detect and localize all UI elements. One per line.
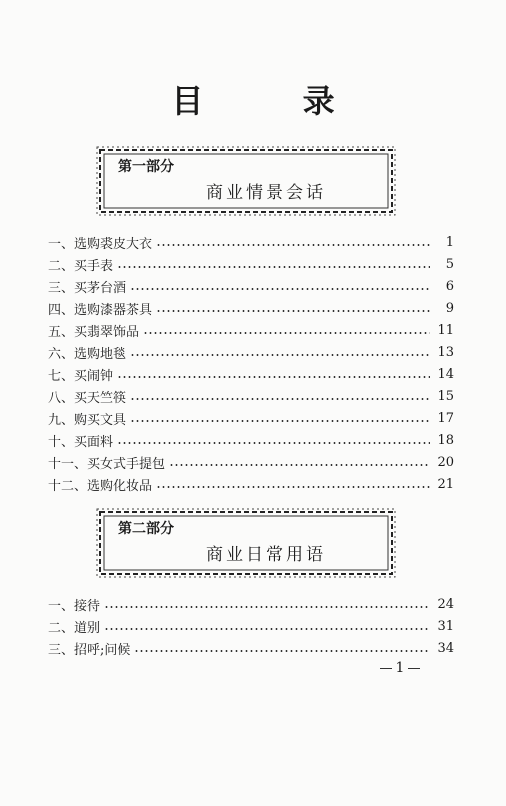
part-2-header	[94, 506, 398, 580]
part-1-label: 第一部分	[118, 159, 174, 175]
toc-item-title: 五、买翡翠饰品	[48, 324, 140, 340]
toc-item-page: 11	[437, 322, 454, 338]
dot-leader	[169, 464, 430, 466]
toc-item[interactable]	[48, 320, 454, 340]
toc-item[interactable]	[48, 254, 454, 274]
toc-item-page: 21	[437, 476, 454, 492]
dot-leader	[130, 354, 430, 356]
toc-item-title: 十一、买女式手提包	[48, 456, 166, 472]
page-number: 1	[370, 660, 430, 676]
toc-item-page: 31	[437, 618, 454, 634]
toc-item-title: 十二、选购化妆品	[48, 478, 153, 494]
toc-item-title: 七、买闹钟	[48, 368, 114, 384]
dot-leader	[130, 420, 430, 422]
toc-item-title: 二、买手表	[48, 258, 114, 274]
toc-item[interactable]	[48, 408, 454, 428]
toc-item-title: 八、买天竺筷	[48, 390, 127, 406]
dot-leader	[130, 288, 430, 290]
toc-item[interactable]	[48, 232, 454, 252]
toc-item[interactable]	[48, 386, 454, 406]
dot-leader	[156, 310, 430, 312]
toc-item-page: 18	[437, 432, 454, 448]
toc-item-title: 二、道别	[48, 620, 101, 636]
toc-item-page: 13	[437, 344, 454, 360]
toc-item-page: 24	[437, 596, 454, 612]
part-2-subtitle: 商业日常用语	[206, 545, 326, 565]
toc-item[interactable]	[48, 452, 454, 472]
toc-item[interactable]	[48, 276, 454, 296]
dot-leader	[104, 628, 430, 630]
toc-item-title: 一、接待	[48, 598, 101, 614]
toc-item[interactable]	[48, 638, 454, 658]
toc-item-title: 九、购买文具	[48, 412, 127, 428]
toc-item-page: 6	[445, 278, 454, 294]
toc-item[interactable]	[48, 594, 454, 614]
dot-leader	[117, 266, 430, 268]
toc-item[interactable]	[48, 298, 454, 318]
toc-item-page: 1	[445, 234, 454, 250]
dot-leader	[117, 376, 430, 378]
toc-item-title: 三、买茅台酒	[48, 280, 127, 296]
part-2-label: 第二部分	[118, 521, 174, 537]
toc-item-page: 5	[445, 256, 454, 272]
page-title: 目 录	[171, 82, 379, 120]
dot-leader	[134, 650, 430, 652]
part-1-subtitle: 商业情景会话	[206, 183, 326, 203]
toc-item-page: 17	[437, 410, 454, 426]
toc-item-page: 14	[437, 366, 454, 382]
toc-item-title: 四、选购漆器茶具	[48, 302, 153, 318]
dot-leader	[156, 244, 430, 246]
toc-item[interactable]	[48, 474, 454, 494]
toc-item-title: 三、招呼;问候	[48, 642, 131, 658]
toc-item[interactable]	[48, 364, 454, 384]
dot-leader	[104, 606, 430, 608]
dot-leader	[156, 486, 430, 488]
toc-item[interactable]	[48, 342, 454, 362]
dot-leader	[143, 332, 430, 334]
toc-item-title: 六、选购地毯	[48, 346, 127, 362]
toc-item-title: 一、选购裘皮大衣	[48, 236, 153, 252]
toc-item-page: 15	[437, 388, 454, 404]
toc-item[interactable]	[48, 616, 454, 636]
dot-leader	[117, 442, 430, 444]
toc-item[interactable]	[48, 430, 454, 450]
dot-leader	[130, 398, 430, 400]
part-1-header	[94, 144, 398, 218]
toc-item-title: 十、买面料	[48, 434, 114, 450]
toc-item-page: 34	[437, 640, 454, 656]
toc-item-page: 20	[437, 454, 454, 470]
toc-item-page: 9	[445, 300, 454, 316]
